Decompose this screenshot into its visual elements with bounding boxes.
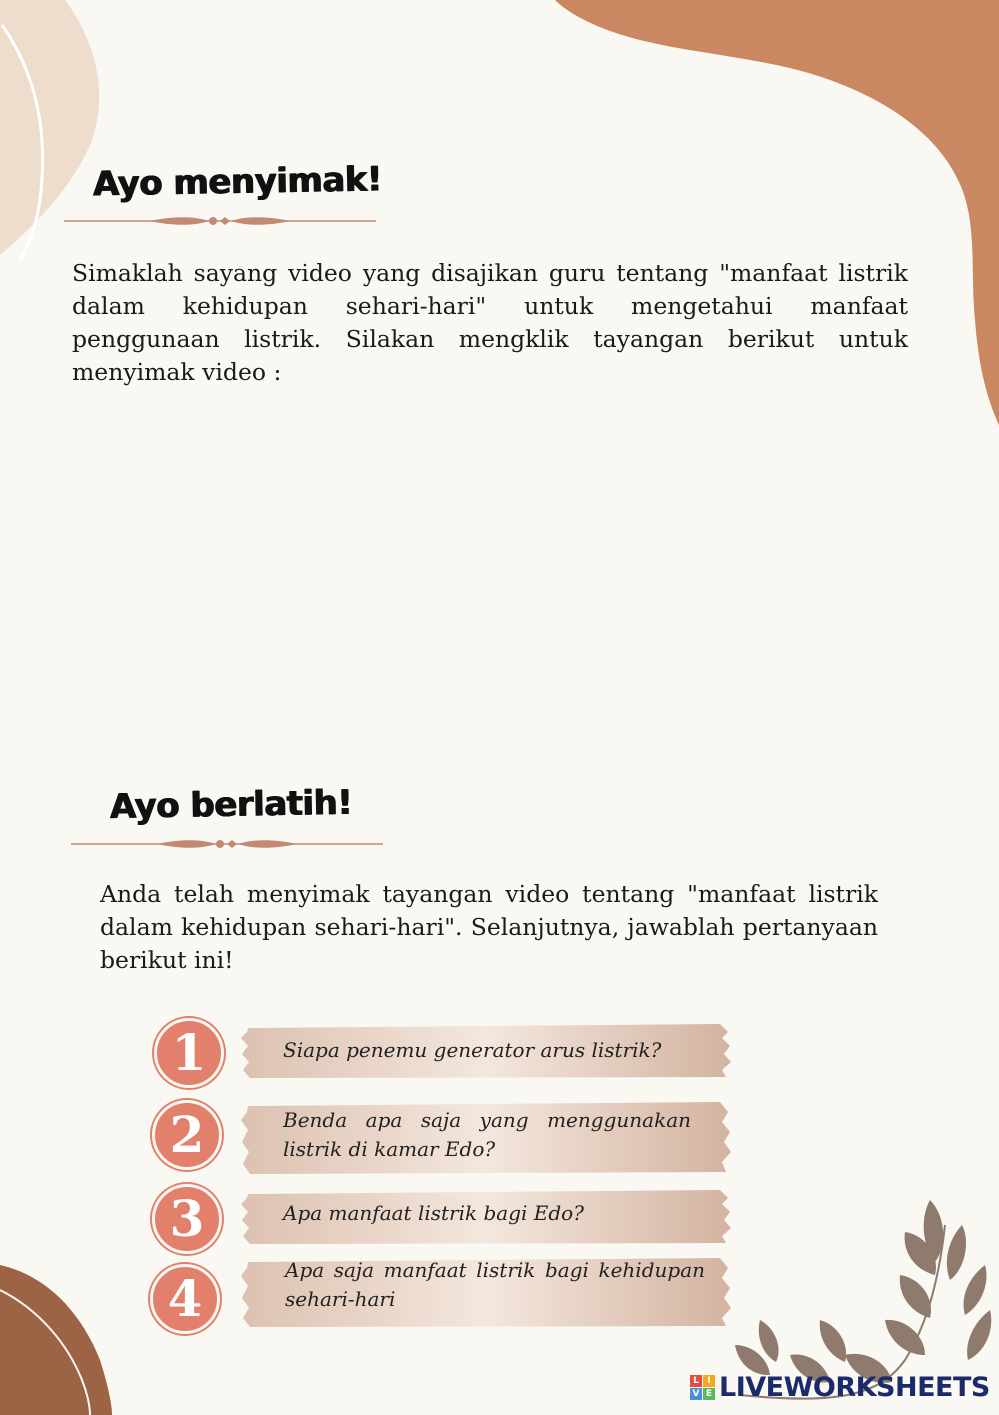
ornament-divider: [64, 214, 376, 228]
question-text: Apa saja manfaat listrik bagi kehidupan sehari-hari: [285, 1258, 705, 1311]
question-number-badge: 3: [152, 1184, 222, 1254]
question-number-badge: 2: [152, 1100, 222, 1170]
section-title-practice: Ayo berlatih!: [109, 782, 353, 828]
question-text: Siapa penemu generator arus listrik?: [283, 1038, 662, 1062]
section-paragraph-practice: Anda telah menyimak tayangan video tentang "manfaat listrik dalam kehidupan sehari-hari". Selanjutnya, jawablah pertanyaan berikut ini!: [100, 880, 878, 974]
question-number-badge: 4: [150, 1264, 220, 1334]
liveworksheets-logo-text: LIVEWORKSHEETS: [719, 1372, 990, 1403]
liveworksheets-logo-icon: L I V E: [690, 1375, 715, 1400]
section-paragraph-listen: Simaklah sayang video yang disajikan guru tentang "manfaat listrik dalam kehidupan sehari-hari" untuk mengetahui manfaat penggunaan listrik. Silakan mengklik tayangan berikut untuk menyimak video :: [72, 259, 908, 386]
ornament-divider: [71, 837, 383, 851]
bottom-left-blob: [0, 1265, 112, 1415]
leaf-branch: [735, 1200, 991, 1383]
section-title-listen: Ayo menyimak!: [92, 159, 383, 205]
liveworksheets-logo[interactable]: [690, 1372, 990, 1403]
question-number-badge: 1: [154, 1018, 224, 1088]
question-text: Apa manfaat listrik bagi Edo?: [283, 1201, 584, 1225]
question-text: Benda apa saja yang menggunakan listrik di kamar Edo?: [283, 1108, 691, 1161]
